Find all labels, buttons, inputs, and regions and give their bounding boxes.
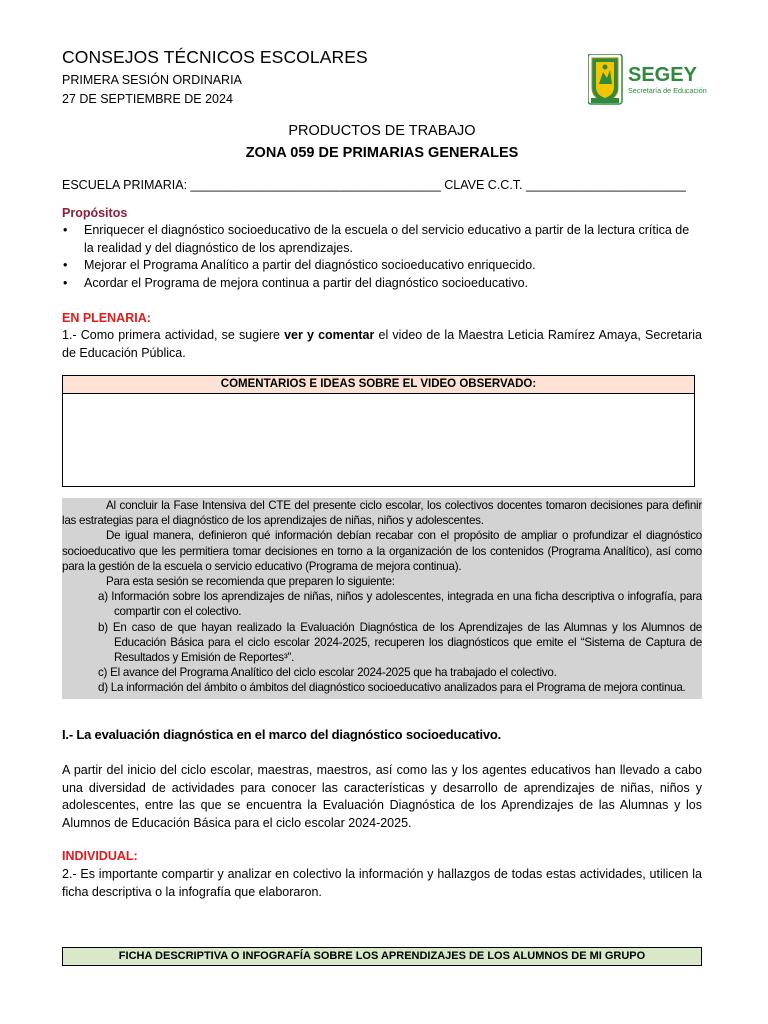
- context-list-item: c) El avance del Programa Analítico del ciclo escolar 2024-2025 que ha trabajado el colectivo.: [98, 666, 557, 680]
- session-date: 27 DE SEPTIEMBRE DE 2024: [62, 92, 233, 106]
- purposes-heading: Propósitos: [62, 206, 128, 220]
- purpose-item: • Acordar el Programa de mejora continua a partir del diagnóstico socioeducativo.: [62, 275, 702, 293]
- context-list-item: b) En caso de que hayan realizado la Evaluación Diagnóstica de los Aprendizajes de las Alumnas y los Alumnos de Educación Básica para el ciclo escolar 2024-2025, recuperen los diagnósticos que emite el “Sistema de Captura de Resultados y Emisión de Reportes³”.: [98, 620, 702, 665]
- comments-box-title: COMENTARIOS E IDEAS SOBRE EL VIDEO OBSERVADO:: [63, 376, 694, 394]
- plenaria-emphasis: ver y comentar: [284, 328, 375, 342]
- context-list-item: d) La información del ámbito o ámbitos del diagnóstico socioeducativo analizados para el Programa de mejora continua.: [98, 681, 686, 695]
- plenaria-text-end: el video de la Maestra Leticia Ramírez Amaya, Secretaria de Educación Pública.: [62, 328, 702, 360]
- context-shaded-block: [62, 498, 702, 699]
- plenaria-instruction: [62, 327, 702, 362]
- segey-shield-icon: [588, 54, 720, 106]
- segey-logo: [588, 54, 720, 106]
- zone-heading: ZONA 059 DE PRIMARIAS GENERALES: [245, 145, 519, 161]
- school-fill-line[interactable]: ESCUELA PRIMARIA: ____________________________________ CLAVE C.C.T. _______________________: [62, 178, 686, 192]
- section-1-heading: I.- La evaluación diagnóstica en el marco del diagnóstico socioeducativo.: [62, 727, 502, 742]
- products-heading: PRODUCTOS DE TRABAJO: [288, 123, 476, 139]
- context-paragraph: Al concluir la Fase Intensiva del CTE del presente ciclo escolar, los colectivos docentes tomaron decisiones para definir las estrategias para el diagnóstico de los aprendizajes de niñas, niños y adolescentes.: [62, 499, 702, 528]
- context-paragraph: Para esta sesión se recomienda que preparen lo siguiente:: [106, 575, 395, 589]
- context-list-item: a) Información sobre los aprendizajes de niñas, niños y adolescentes, integrada en una ficha descriptiva o infografía, para compartir con el colectivo.: [98, 590, 702, 619]
- logo-tagline: Secretaría de Educación: [628, 86, 707, 95]
- logo-name: SEGEY: [628, 64, 697, 86]
- document-title: CONSEJOS TÉCNICOS ESCOLARES: [62, 47, 368, 67]
- purpose-item: • Mejorar el Programa Analítico a partir del diagnóstico socioeducativo enriquecido.: [62, 257, 702, 275]
- purposes-list: [62, 222, 702, 292]
- plenaria-text: 1.- Como primera actividad, se sugiere: [62, 328, 285, 342]
- ficha-box-title: FICHA DESCRIPTIVA O INFOGRAFÍA SOBRE LOS APRENDIZAJES DE LOS ALUMNOS DE MI GRUPO: [62, 947, 702, 966]
- individual-heading: INDIVIDUAL:: [62, 849, 138, 863]
- context-paragraph: De igual manera, definieron qué información debían recabar con el propósito de ampliar o profundizar el diagnóstico socioeducativo que les permitiera tomar decisiones en torno a la organización de los contenidos (Programa Analítico), así como para la gestión de la escuela o servicio educativo (Programa de mejora continua).: [62, 529, 702, 573]
- session-label: PRIMERA SESIÓN ORDINARIA: [62, 73, 242, 87]
- plenaria-heading: EN PLENARIA:: [62, 311, 151, 325]
- comments-box[interactable]: [62, 375, 695, 487]
- purpose-item: • Enriquecer el diagnóstico socioeducativo de la escuela o del servicio educativo a partir de la lectura crítica de la realidad y del diagnóstico de los aprendizajes.: [62, 222, 702, 257]
- section-1-paragraph: A partir del inicio del ciclo escolar, maestras, maestros, así como las y los agentes educativos han llevado a cabo una diversidad de actividades para conocer las características y desarrollo de aprendizajes de niñas, niños y adolescentes, entre las que se encuentra la Evaluación Diagnóstica de los Aprendizajes de las Alumnas y los Alumnos de Educación Básica para el ciclo escolar 2024-2025.: [62, 763, 702, 830]
- individual-instruction: 2.- Es importante compartir y analizar en colectivo la información y hallazgos de todas estas actividades, utilicen la ficha descriptiva o la infografía que elaboraron.: [62, 867, 702, 899]
